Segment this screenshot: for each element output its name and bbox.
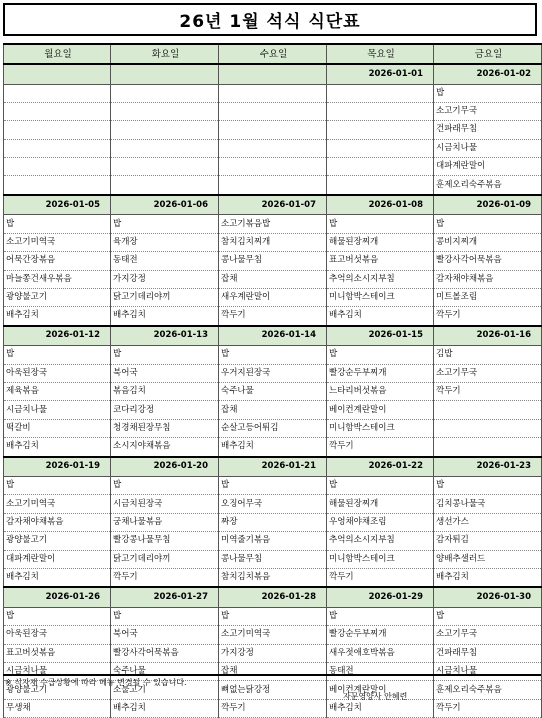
- menu-item: 소고기무국: [434, 626, 542, 644]
- menu-item: 생선가스: [434, 513, 542, 531]
- menu-item: 소불고기: [111, 681, 219, 699]
- menu-item: 배추김치: [111, 307, 219, 326]
- menu-item: 미니함박스테이크: [327, 288, 434, 306]
- menu-item: 추억의소시지부침: [327, 270, 434, 288]
- menu-item: 밥: [434, 607, 542, 625]
- menu-item: [327, 139, 434, 157]
- menu-item: 감자채야채볶음: [434, 270, 542, 288]
- dietitian-signature: 자문영양사 안혜련: [343, 692, 408, 701]
- menu-item: 배추김치: [327, 699, 434, 717]
- menu-item: 깍두기: [434, 699, 542, 717]
- menu-item: [111, 139, 219, 157]
- menu-row: [4, 513, 542, 531]
- menu-item: 무생채: [4, 699, 111, 717]
- menu-item: [434, 401, 542, 419]
- menu-item: 훈제오리숙주볶음: [434, 176, 542, 195]
- menu-item: 밥: [111, 346, 219, 364]
- menu-item: 베이컨계란말이: [327, 681, 434, 699]
- menu-item: 가지강정: [219, 644, 327, 662]
- date-row: [4, 195, 542, 215]
- menu-item: 김치콩나물국: [434, 495, 542, 513]
- menu-row: [4, 270, 542, 288]
- menu-item: 빨강사각어묵볶음: [434, 252, 542, 270]
- menu-item: 밥: [219, 346, 327, 364]
- menu-item: 감자튀김: [434, 532, 542, 550]
- menu-item: 마늘쫑건새우볶음: [4, 270, 111, 288]
- menu-row: [4, 364, 542, 382]
- menu-item: 밥: [4, 607, 111, 625]
- date-cell: [219, 64, 327, 84]
- menu-item: 미니함박스테이크: [327, 550, 434, 568]
- menu-item: [219, 158, 327, 176]
- menu-item: 새우계란말이: [219, 288, 327, 306]
- menu-item: 깍두기: [219, 307, 327, 326]
- menu-row: [4, 158, 542, 176]
- menu-row: [4, 288, 542, 306]
- menu-row: [4, 346, 542, 364]
- menu-item: 숙주나물: [111, 663, 219, 681]
- date-cell: 2026-01-01: [327, 64, 434, 84]
- menu-item: 미트볼조림: [434, 288, 542, 306]
- menu-item: 건파래무침: [434, 121, 542, 139]
- menu-item: 제육볶음: [4, 382, 111, 400]
- date-cell: 2026-01-22: [327, 457, 434, 477]
- menu-item: 아욱된장국: [4, 626, 111, 644]
- menu-item: [111, 176, 219, 195]
- menu-item: [4, 121, 111, 139]
- menu-item: 순살고등어튀김: [219, 419, 327, 437]
- menu-item: [111, 158, 219, 176]
- date-cell: 2026-01-09: [434, 195, 542, 215]
- menu-item: 해물된장찌개: [327, 233, 434, 251]
- menu-item: [327, 176, 434, 195]
- menu-item: [4, 139, 111, 157]
- menu-item: 느타리버섯볶음: [327, 382, 434, 400]
- title-text: 26년 1월 석식 식단표: [179, 12, 361, 32]
- menu-item: 밥: [111, 477, 219, 495]
- menu-item: 미니함박스테이크: [327, 419, 434, 437]
- menu-item: 배추김치: [4, 568, 111, 587]
- menu-item: 시금치나물: [4, 401, 111, 419]
- menu-item: 밥: [219, 607, 327, 625]
- menu-table: [3, 43, 542, 718]
- menu-item: 광양불고기: [4, 288, 111, 306]
- menu-item: 소고기미역국: [4, 233, 111, 251]
- date-cell: 2026-01-27: [111, 587, 219, 607]
- menu-item: [219, 102, 327, 120]
- menu-row: [4, 550, 542, 568]
- menu-item: 청경채된장무침: [111, 419, 219, 437]
- menu-item: 밥: [434, 84, 542, 102]
- menu-item: [4, 84, 111, 102]
- menu-row: [4, 102, 542, 120]
- menu-item: [4, 176, 111, 195]
- menu-item: 깍두기: [327, 568, 434, 587]
- menu-item: 떡갈비: [4, 419, 111, 437]
- menu-item: 참치김치볶음: [219, 568, 327, 587]
- menu-item: 닭고기데리야끼: [111, 550, 219, 568]
- menu-item: 추억의소시지부침: [327, 532, 434, 550]
- menu-item: 소고기무국: [434, 364, 542, 382]
- date-cell: 2026-01-21: [219, 457, 327, 477]
- menu-item: 광양불고기: [4, 681, 111, 699]
- menu-row: [4, 121, 542, 139]
- menu-item: 대파계란말이: [434, 158, 542, 176]
- menu-item: 깍두기: [434, 382, 542, 400]
- menu-row: [4, 644, 542, 662]
- date-cell: 2026-01-15: [327, 326, 434, 346]
- menu-row: [4, 438, 542, 457]
- weekday-header: 금요일: [434, 44, 542, 64]
- date-row: [4, 64, 542, 84]
- menu-item: 시금치나물: [434, 663, 542, 681]
- menu-item: [434, 438, 542, 457]
- menu-row: [4, 495, 542, 513]
- menu-item: [111, 121, 219, 139]
- date-cell: 2026-01-29: [327, 587, 434, 607]
- menu-item: 시금치나물: [434, 139, 542, 157]
- menu-row: [4, 176, 542, 195]
- menu-item: 빨강순두부찌개: [327, 364, 434, 382]
- menu-item: 미역줄기볶음: [219, 532, 327, 550]
- menu-item: 소고기볶음밥: [219, 215, 327, 233]
- menu-item: 소고기무국: [434, 102, 542, 120]
- menu-item: 소고기미역국: [4, 495, 111, 513]
- menu-item: 뼈없는닭강정: [219, 681, 327, 699]
- menu-item: 궁채나물볶음: [111, 513, 219, 531]
- date-cell: 2026-01-16: [434, 326, 542, 346]
- menu-item: 우거지된장국: [219, 364, 327, 382]
- menu-item: 밥: [434, 215, 542, 233]
- menu-row: [4, 233, 542, 251]
- menu-item: 배추김치: [219, 438, 327, 457]
- menu-item: 해물된장찌개: [327, 495, 434, 513]
- menu-item: 밥: [111, 607, 219, 625]
- page-title: [3, 3, 537, 36]
- menu-item: 오징어무국: [219, 495, 327, 513]
- menu-item: 잡채: [219, 663, 327, 681]
- menu-item: 밥: [327, 607, 434, 625]
- menu-item: 콩나물무침: [219, 550, 327, 568]
- menu-item: 밥: [4, 215, 111, 233]
- menu-item: 밥: [111, 215, 219, 233]
- menu-item: 밥: [327, 346, 434, 364]
- menu-item: 육개장: [111, 233, 219, 251]
- menu-item: 새우젓애호박볶음: [327, 644, 434, 662]
- date-cell: 2026-01-08: [327, 195, 434, 215]
- menu-item: 빨강순두부찌개: [327, 626, 434, 644]
- menu-item: 짜장: [219, 513, 327, 531]
- menu-item: 빨강사각어묵볶음: [111, 644, 219, 662]
- menu-row: [4, 699, 542, 717]
- menu-row: [4, 477, 542, 495]
- menu-item: 잡채: [219, 401, 327, 419]
- menu-item: 북어국: [111, 364, 219, 382]
- date-row: [4, 587, 542, 607]
- menu-row: [4, 215, 542, 233]
- menu-item: 감자채야채볶음: [4, 513, 111, 531]
- date-cell: 2026-01-13: [111, 326, 219, 346]
- menu-row: [4, 401, 542, 419]
- menu-item: [111, 84, 219, 102]
- menu-item: 닭고기데리야끼: [111, 288, 219, 306]
- menu-row: [4, 84, 542, 102]
- weekday-header: 수요일: [219, 44, 327, 64]
- menu-item: 콩비지찌개: [434, 233, 542, 251]
- menu-item: 밥: [327, 215, 434, 233]
- date-cell: 2026-01-23: [434, 457, 542, 477]
- menu-item: 소시지야채볶음: [111, 438, 219, 457]
- menu-item: 훈제오리숙주볶음: [434, 681, 542, 699]
- menu-item: 밥: [327, 477, 434, 495]
- weekday-header-row: [4, 44, 542, 64]
- menu-item: [4, 102, 111, 120]
- date-cell: 2026-01-30: [434, 587, 542, 607]
- menu-item: 배추김치: [4, 307, 111, 326]
- menu-item: 깍두기: [434, 307, 542, 326]
- menu-item: 밥: [4, 346, 111, 364]
- weekday-header: 화요일: [111, 44, 219, 64]
- menu-table-body: [4, 44, 542, 718]
- menu-item: [4, 158, 111, 176]
- menu-item: 어묵간장볶음: [4, 252, 111, 270]
- menu-item: 동태전: [327, 663, 434, 681]
- menu-item: 김밥: [434, 346, 542, 364]
- date-cell: 2026-01-14: [219, 326, 327, 346]
- menu-item: 배추김치: [111, 699, 219, 717]
- menu-item: 베이컨계란말이: [327, 401, 434, 419]
- date-cell: 2026-01-20: [111, 457, 219, 477]
- menu-row: [4, 382, 542, 400]
- menu-item: 빨강콩나물무침: [111, 532, 219, 550]
- menu-item: 잡채: [219, 270, 327, 288]
- menu-item: 콩나물무침: [219, 252, 327, 270]
- menu-item: 깍두기: [111, 568, 219, 587]
- menu-row: [4, 139, 542, 157]
- date-cell: 2026-01-07: [219, 195, 327, 215]
- menu-item: 건파래무침: [434, 644, 542, 662]
- menu-item: [327, 84, 434, 102]
- menu-item: [219, 176, 327, 195]
- menu-item: [327, 158, 434, 176]
- menu-item: 시금치된장국: [111, 495, 219, 513]
- weekday-header: 월요일: [4, 44, 111, 64]
- menu-item: 코다리강정: [111, 401, 219, 419]
- menu-row: [4, 532, 542, 550]
- menu-item: [327, 121, 434, 139]
- date-cell: 2026-01-06: [111, 195, 219, 215]
- menu-item: [434, 419, 542, 437]
- menu-item: [327, 102, 434, 120]
- menu-item: 동태전: [111, 252, 219, 270]
- menu-item: 밥: [434, 477, 542, 495]
- menu-item: 표고버섯볶음: [4, 644, 111, 662]
- date-cell: 2026-01-12: [4, 326, 111, 346]
- menu-item: 아욱된장국: [4, 364, 111, 382]
- date-cell: [4, 64, 111, 84]
- menu-item: [219, 139, 327, 157]
- menu-item: 밥: [4, 477, 111, 495]
- date-row: [4, 326, 542, 346]
- date-cell: 2026-01-28: [219, 587, 327, 607]
- menu-item: 대파계란말이: [4, 550, 111, 568]
- menu-item: 숙주나물: [219, 382, 327, 400]
- menu-item: 깍두기: [327, 438, 434, 457]
- menu-item: [219, 121, 327, 139]
- menu-item: 소고기미역국: [219, 626, 327, 644]
- menu-item: 북어국: [111, 626, 219, 644]
- menu-item: 볶음김치: [111, 382, 219, 400]
- date-cell: 2026-01-26: [4, 587, 111, 607]
- notice-text: ※ 식자재 수급상황에 따라 메뉴 변경될 수 있습니다.: [3, 674, 541, 688]
- date-cell: 2026-01-19: [4, 457, 111, 477]
- menu-item: [111, 102, 219, 120]
- menu-item: 양배추샐러드: [434, 550, 542, 568]
- date-row: [4, 457, 542, 477]
- menu-row: [4, 252, 542, 270]
- menu-item: 표고버섯볶음: [327, 252, 434, 270]
- date-cell: [111, 64, 219, 84]
- menu-item: 가지강정: [111, 270, 219, 288]
- menu-item: 배추김치: [4, 438, 111, 457]
- menu-item: [219, 84, 327, 102]
- menu-row: [4, 626, 542, 644]
- menu-item: 배추김치: [434, 568, 542, 587]
- weekday-header: 목요일: [327, 44, 434, 64]
- menu-item: 우엉채야채조림: [327, 513, 434, 531]
- menu-item: 밥: [219, 477, 327, 495]
- menu-row: [4, 607, 542, 625]
- menu-item: 참치김치찌개: [219, 233, 327, 251]
- menu-item: 광양불고기: [4, 532, 111, 550]
- date-cell: 2026-01-02: [434, 64, 542, 84]
- date-cell: 2026-01-05: [4, 195, 111, 215]
- menu-row: [4, 307, 542, 326]
- menu-row: [4, 419, 542, 437]
- menu-item: 깍두기: [219, 699, 327, 717]
- menu-item: 시금치나물: [4, 663, 111, 681]
- menu-item: 배추김치: [327, 307, 434, 326]
- menu-row: [4, 568, 542, 587]
